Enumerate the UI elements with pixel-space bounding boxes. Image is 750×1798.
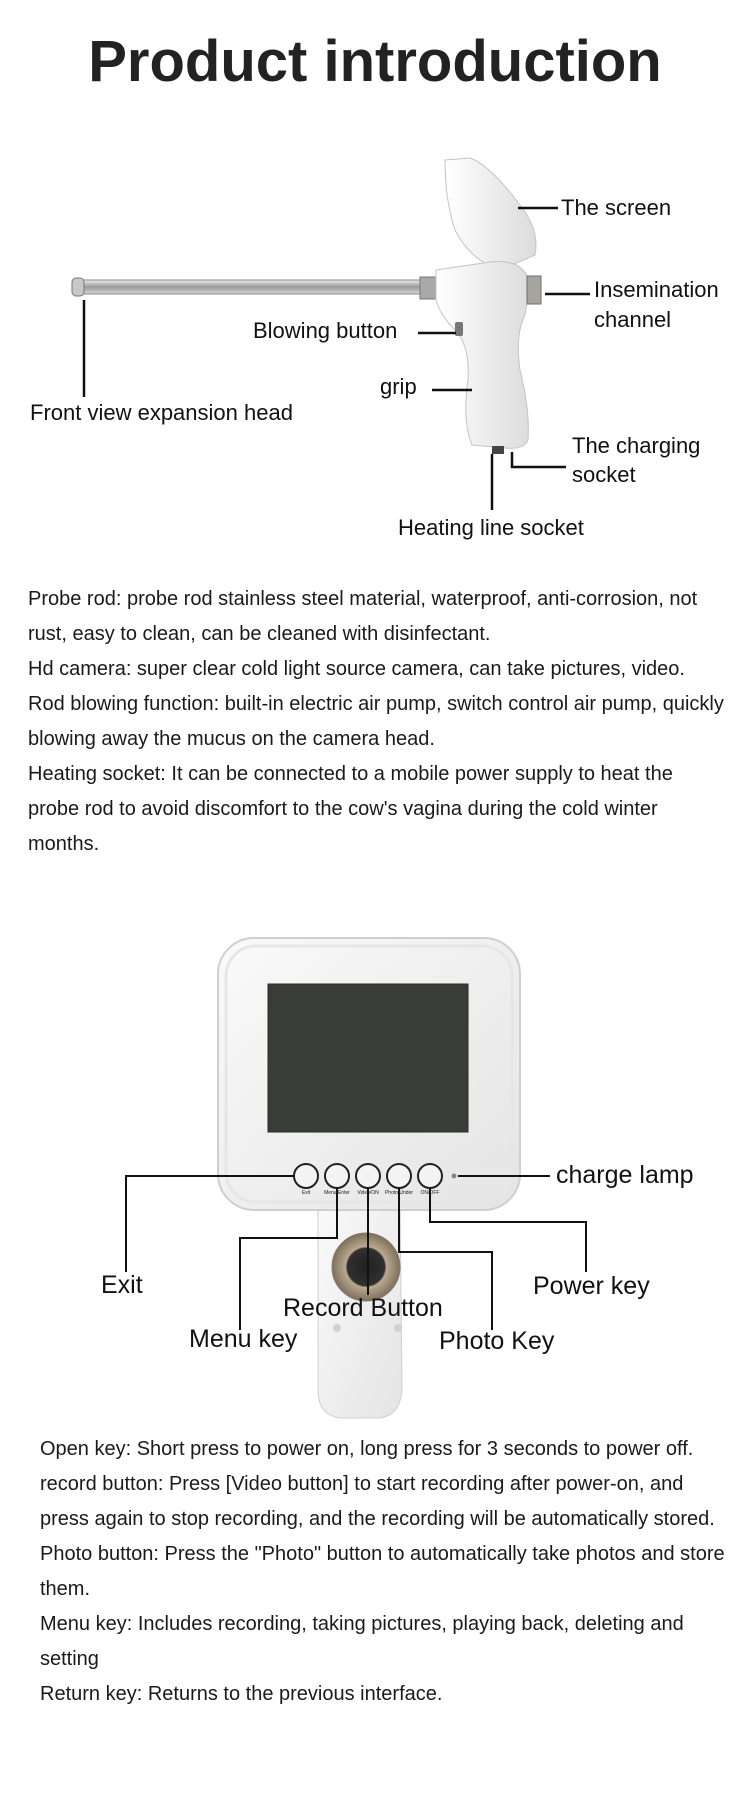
description-1-item: Heating socket: It can be connected to a mobile power supply to heat the probe rod to avoid discomfort to the cow's vagina during the cold winter months. bbox=[28, 763, 673, 855]
description-2-item: Return key: Returns to the previous interface. bbox=[40, 1683, 443, 1705]
description-2 bbox=[40, 1432, 730, 1712]
description-2-item: Photo button: Press the "Photo" button to automatically take photos and store them. bbox=[40, 1543, 725, 1600]
label-front-view: Front view expansion head bbox=[30, 400, 293, 425]
description-2-item: Menu key: Includes recording, taking pictures, playing back, deleting and setting bbox=[40, 1613, 684, 1670]
description-1-item: Rod blowing function: built-in electric air pump, switch control air pump, quickly blowing away the mucus on the camera head. bbox=[28, 693, 724, 750]
label-menu-key: Menu key bbox=[189, 1325, 298, 1353]
label-charging-line2: socket bbox=[572, 462, 636, 487]
description-2-item: record button: Press [Video button] to start recording after power-on, and press again to stop recording, and the recording will be automatically stored. bbox=[40, 1473, 715, 1530]
caption-photo: Photo/Under bbox=[384, 1190, 414, 1196]
caption-exit: Exit bbox=[301, 1190, 311, 1196]
power-key-shape bbox=[418, 1164, 442, 1188]
label-charging-line1: The charging bbox=[572, 433, 701, 458]
page-title: Product introduction bbox=[88, 29, 662, 94]
caption-video: Video/ON bbox=[357, 1190, 379, 1196]
label-screen: The screen bbox=[561, 195, 672, 220]
description-1-item: Probe rod: probe rod stainless steel material, waterproof, anti-corrosion, not rust, easy to clean, can be cleaned with disinfectant. bbox=[28, 588, 698, 645]
label-record-button: Record Button bbox=[283, 1294, 443, 1322]
handle-screw bbox=[333, 1324, 341, 1332]
label-blowing-button: Blowing button bbox=[253, 318, 398, 343]
description-2-item: Open key: Short press to power on, long press for 3 seconds to power off. bbox=[40, 1438, 694, 1460]
label-insemination-line1: Insemination bbox=[594, 277, 719, 302]
charge-lamp-dot bbox=[452, 1174, 457, 1179]
display-screen bbox=[268, 984, 468, 1132]
label-heating-socket: Heating line socket bbox=[398, 515, 584, 540]
label-power-key: Power key bbox=[533, 1272, 650, 1300]
video-key-shape bbox=[356, 1164, 380, 1188]
label-photo-key: Photo Key bbox=[439, 1327, 555, 1355]
caption-onoff: ON/OFF bbox=[420, 1190, 440, 1196]
label-insemination-line2: channel bbox=[594, 307, 672, 332]
description-1-item: Hd camera: super clear cold light source camera, can take pictures, video. bbox=[28, 658, 685, 680]
label-charge-lamp: charge lamp bbox=[556, 1161, 694, 1189]
label-exit: Exit bbox=[101, 1271, 143, 1299]
exit-key-shape bbox=[294, 1164, 318, 1188]
caption-menu: Menu/Enter bbox=[324, 1190, 350, 1196]
menu-key-shape bbox=[325, 1164, 349, 1188]
record-lens bbox=[332, 1233, 400, 1301]
handle-screw bbox=[394, 1324, 402, 1332]
label-grip: grip bbox=[380, 374, 417, 399]
photo-key-shape bbox=[387, 1164, 411, 1188]
